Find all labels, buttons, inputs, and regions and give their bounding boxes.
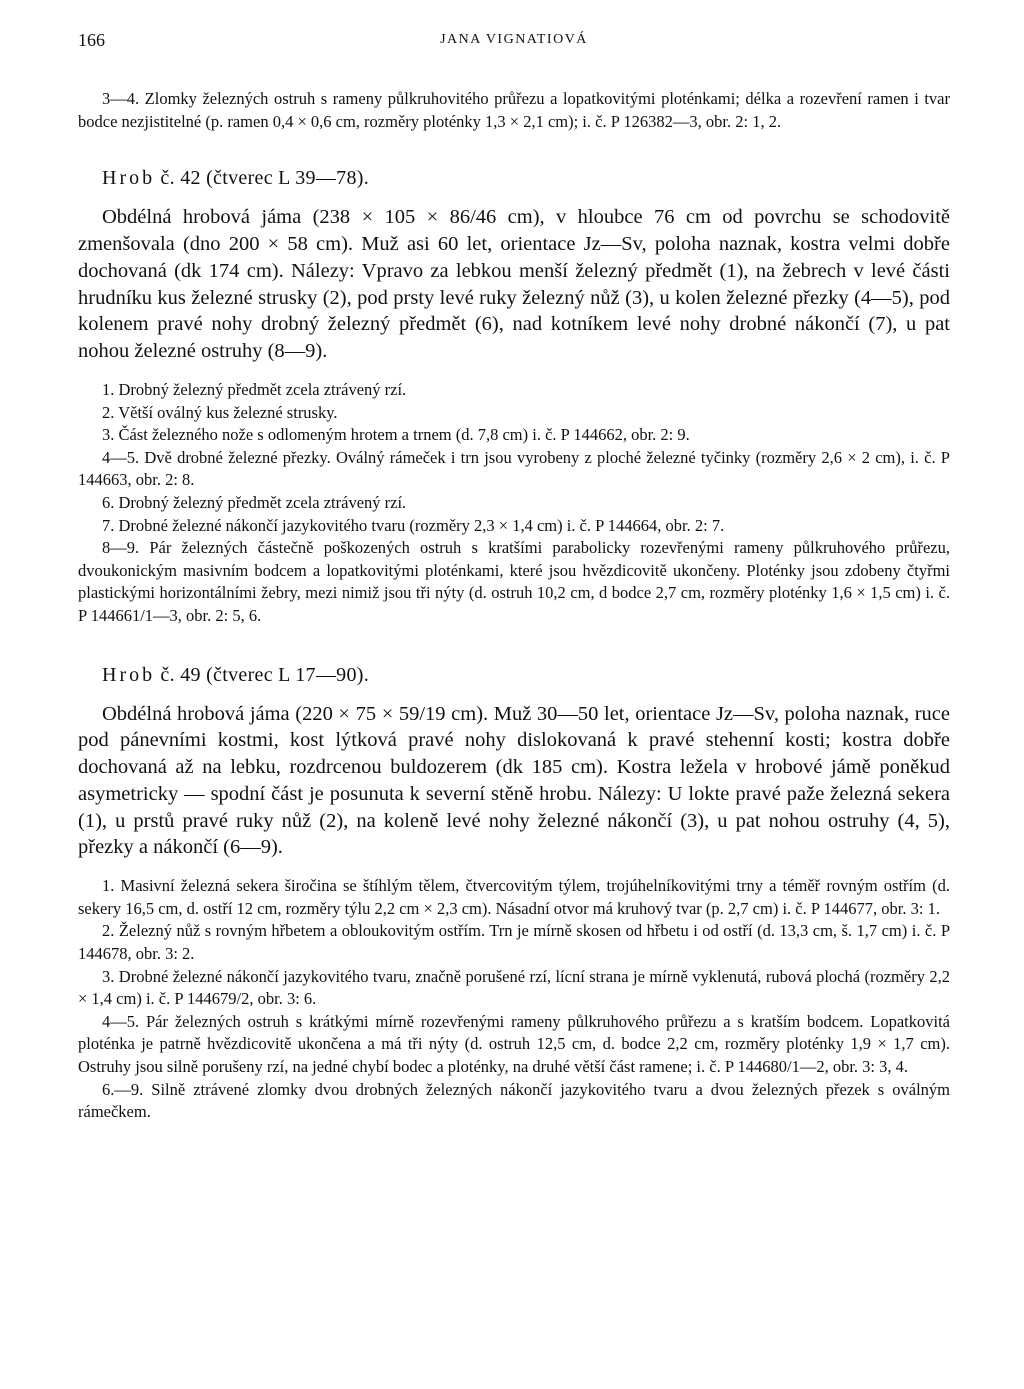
grave-description: Obdélná hrobová jáma (220 × 75 × 59/19 cm). Muž 30—50 let, orientace Jz—Sv, poloha naznak, ruce pod pánevními kostmi, kost lýtková pravé nohy dislokovaná k pravé stehenní kosti; kostra dobře dochovaná až na lebku, rozdrcenou buldozerem (dk 185 cm). Kostra ležela v hrobové jámě poněkud asymetricky — spodní část je posunuta k severní stěně hrobu. Nálezy: U lokte pravé paže železná sekera (1), u prstů pravé ruky nůž (2), na koleně levé nohy železné nákončí (3), u pat nohou ostruhy (4, 5), přezky a nákončí (6—9). — [78, 702, 950, 859]
find-item: 4—5. Pár železných ostruh s krátkými mírně rozevřenými rameny půlkruhového průřezu a s kratším bodcem. Lopatkovitá ploténka je patrně hvězdicovitě ukončena a má tři nýty (d. ostruh 12,5 cm, d. bodce 2,2 cm, rozměry ploténky 1,9 × 1,7 cm). Ostruhy jsou silně porušeny rzí, na jedné chybí bodec a ploténky, na druhé větší část ramene; i. č. P 144680/1—2, obr. 3: 3, 4. — [78, 1011, 950, 1077]
find-item: 1. Masivní železná sekera širočina se štíhlým tělem, čtvercovitým týlem, trojúhelníkovitými trny a téměř rovným ostřím (d. sekery 16,5 cm, d. ostří 12 cm, rozměry týlu 2,2 cm × 2,3 cm). Násadní otvor má kruhový tvar (p. 2,7 cm) i. č. P 144677, obr. 3: 1. — [78, 876, 950, 918]
running-head: JANA VIGNATIOVÁ — [440, 32, 588, 47]
find-item: 6.—9. Silně ztrávené zlomky dvou drobných železných nákončí jazykovitého tvaru a dvou železných přezek s oválným rámečkem. — [78, 1079, 950, 1122]
continued-finds-list — [78, 88, 950, 133]
grave-heading — [102, 664, 950, 687]
page-header — [78, 30, 950, 66]
find-item: 8—9. Pár železných částečně poškozených ostruh s kratšími parabolicky rozevřenými rameny půlkruhového průřezu, dvoukonickým masivním bodcem a lopatkovitými ploténkami, které jsou hvězdicovitě ukončeny. Ploténky jsou zdobeny čtyřmi plastickými horizontálními žebry, mezi nimiž jsou tři nýty (d. ostruh 10,2 cm, d bodce 2,7 cm, rozměry ploténky 1,6 × 1,5 cm) i. č. P 144661/1—3, obr. 2: 5, 6. — [78, 538, 950, 625]
grave-49-section — [78, 664, 950, 1124]
find-item: 3—4. Zlomky železných ostruh s rameny půlkruhovitého průřezu a lopatkovitými ploténkami; délka a rozevření ramen i tvar bodce nezjistitelné (p. ramen 0,4 × 0,6 cm, rozměry ploténky 1,3 × 2,1 cm); i. č. P 126382—3, obr. 2: 1, 2. — [78, 89, 950, 131]
document-page — [78, 30, 950, 1124]
grave-heading-rest: č. 42 (čtverec L 39—78). — [160, 167, 370, 190]
page-number: 166 — [78, 30, 105, 50]
find-item: 1. Drobný železný předmět zcela ztrávený rzí. — [102, 379, 407, 399]
find-item: 4—5. Dvě drobné železné přezky. Oválný rámeček i trn jsou vyrobeny z ploché železné tyčinky (rozměry 2,6 × 2 cm), i. č. P 144663, obr. 2: 8. — [78, 447, 950, 490]
find-item: 2. Železný nůž s rovným hřbetem a obloukovitým ostřím. Trn je mírně skosen od hřbetu i od ostří (d. 13,3 cm, š. 1,7 cm) i. č. P 144678, obr. 3: 2. — [78, 921, 950, 964]
find-item: 3. Drobné železné nákončí jazykovitého tvaru, značně porušené rzí, lícní strana je mírně vyklenutá, rubová plochá (rozměry 2,2 × 1,4 cm) i. č. P 144679/2, obr. 3: 6. — [78, 966, 950, 1009]
finds-list — [78, 379, 950, 628]
find-item: 3. Část železného nože s odlomeným hrotem a trnem (d. 7,8 cm) i. č. P 144662, obr. 2: 9. — [102, 425, 690, 445]
grave-description: Obdélná hrobová jáma (238 × 105 × 86/46 cm), v hloubce 76 cm od povrchu se schodovitě zmenšovala (dno 200 × 58 cm). Muž asi 60 let, orientace Jz—Sv, poloha naznak, kostra velmi dobře dochovaná (dk 174 cm). Nálezy: Vpravo za lebkou menší železný předmět (1), na žebrech v levé části hrudníku kus železné strusky (2), pod prsty levé ruky železný nůž (3), u kolen železné přezky (4—5), pod kolenem pravé nohy drobný železný předmět (6), nad kotníkem levé nohy drobné nákončí (7), u pat nohou železné ostruhy (8—9). — [78, 206, 950, 363]
find-item: 6. Drobný železný předmět zcela ztrávený rzí. — [102, 492, 407, 512]
grave-42-section — [78, 167, 950, 627]
finds-list — [78, 875, 950, 1124]
grave-heading-label: Hrob — [102, 167, 156, 190]
grave-heading-rest: č. 49 (čtverec L 17—90). — [160, 663, 370, 686]
grave-heading — [102, 167, 950, 190]
find-item: 2. Větší oválný kus železné strusky. — [102, 402, 338, 422]
grave-heading-label: Hrob — [102, 663, 156, 686]
find-item: 7. Drobné železné nákončí jazykovitého tvaru (rozměry 2,3 × 1,4 cm) i. č. P 144664, obr. 2: 7. — [102, 515, 725, 535]
